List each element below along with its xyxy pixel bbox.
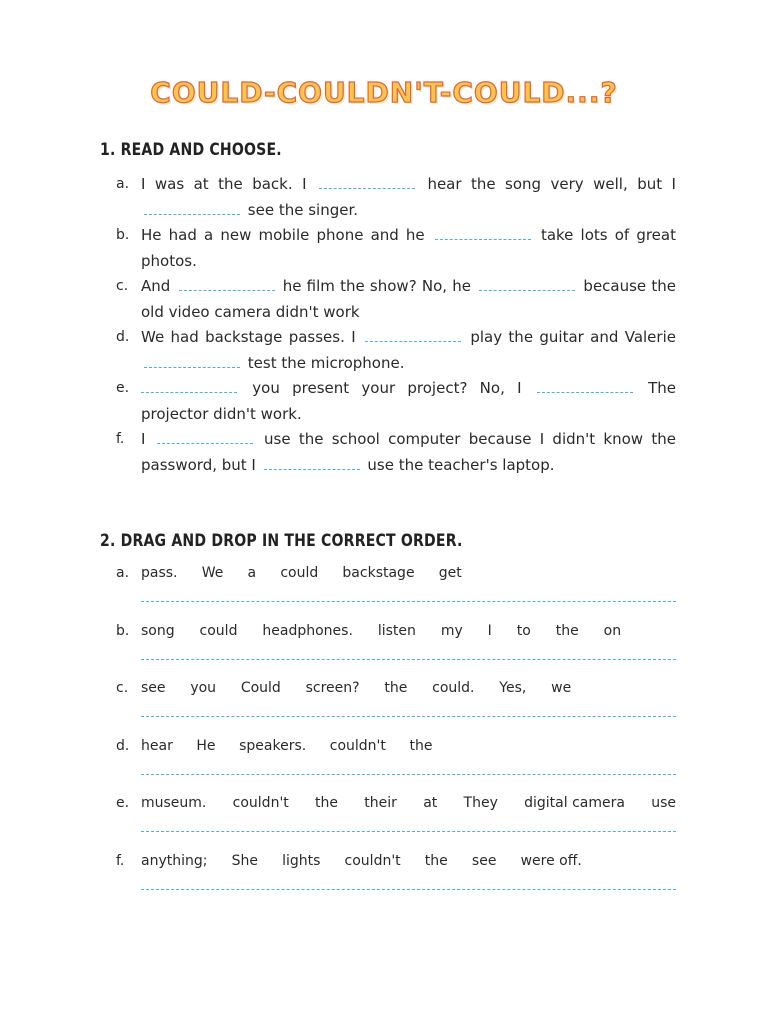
section-2-heading: 2. DRAG AND DROP IN THE CORRECT ORDER. (100, 531, 463, 551)
draggable-word[interactable]: museum. (141, 795, 207, 811)
answer-drop-line[interactable] (141, 889, 676, 890)
question-text: hear the song very well, but I (427, 175, 676, 193)
answer-blank[interactable] (141, 378, 237, 393)
draggable-word[interactable]: couldn't (329, 737, 386, 754)
question-text: I was at the back. I (141, 175, 307, 193)
draggable-word[interactable]: could. (432, 680, 475, 696)
question-letter: e. (116, 380, 130, 396)
draggable-word[interactable]: the (315, 795, 339, 811)
reorder-row-a (116, 565, 676, 623)
word-bank (141, 680, 676, 696)
draggable-word[interactable]: at (423, 795, 438, 811)
answer-blank[interactable] (479, 276, 575, 291)
question-text: use the teacher's laptop. (367, 455, 555, 474)
draggable-word[interactable]: we (551, 680, 572, 696)
reorder-row-c (116, 680, 676, 738)
question-text: I (141, 430, 146, 448)
draggable-word[interactable]: my (440, 622, 463, 639)
question-letter: f. (116, 431, 125, 447)
question-letter: d. (116, 329, 130, 345)
reorder-row-d (116, 738, 676, 796)
title-banner (0, 76, 768, 109)
answer-drop-line[interactable] (141, 659, 676, 660)
draggable-word[interactable]: speakers. (239, 737, 307, 754)
question-text: take lots of great photos. (141, 226, 676, 270)
draggable-word[interactable]: a (247, 565, 257, 581)
draggable-word[interactable]: anything; (141, 852, 208, 869)
question-b (116, 223, 676, 274)
word-bank (141, 565, 676, 581)
row-letter: f. (116, 852, 125, 869)
row-letter: a. (116, 565, 130, 581)
draggable-word[interactable]: see (141, 680, 166, 696)
draggable-word[interactable]: on (603, 622, 622, 639)
draggable-word[interactable]: their (364, 795, 397, 811)
question-letter: c. (116, 278, 129, 294)
draggable-word[interactable]: the (384, 680, 408, 696)
answer-blank[interactable] (435, 225, 531, 240)
row-letter: e. (116, 795, 130, 811)
answer-blank[interactable] (179, 276, 275, 291)
reorder-row-e (116, 795, 676, 853)
draggable-word[interactable]: listen (377, 622, 416, 639)
draggable-word[interactable]: the (424, 852, 448, 869)
answer-blank[interactable] (365, 327, 461, 342)
section-1-heading: 1. READ AND CHOOSE. (100, 140, 282, 160)
word-bank (141, 795, 676, 811)
question-text: see the singer. (247, 200, 359, 219)
draggable-word[interactable]: screen? (305, 680, 360, 696)
question-d (116, 325, 676, 376)
word-bank (141, 853, 676, 869)
row-letter: d. (116, 737, 130, 754)
question-text: use the school computer because I didn't know the password, but I (141, 430, 676, 474)
draggable-word[interactable]: pass. (141, 565, 178, 581)
question-a (116, 172, 676, 223)
question-text: He had a new mobile phone and he (141, 226, 425, 244)
draggable-word[interactable]: the (555, 622, 579, 639)
question-letter: a. (116, 176, 130, 192)
row-letter: c. (116, 680, 129, 696)
question-f (116, 427, 676, 478)
question-text: The projector didn't work. (141, 379, 677, 423)
answer-blank[interactable] (144, 200, 240, 215)
question-letter: b. (116, 227, 130, 243)
question-c (116, 274, 676, 325)
draggable-word[interactable]: hear (141, 737, 173, 754)
section-2-list (116, 565, 676, 910)
draggable-word[interactable]: song (141, 622, 175, 639)
reorder-row-f (116, 853, 676, 911)
answer-blank[interactable] (537, 378, 633, 393)
draggable-word[interactable]: use (651, 795, 676, 811)
draggable-word[interactable]: She (231, 852, 258, 869)
draggable-word[interactable]: backstage (342, 565, 415, 581)
draggable-word[interactable]: couldn't (232, 795, 289, 811)
draggable-word[interactable]: see (471, 852, 497, 869)
draggable-word[interactable]: get (438, 565, 462, 581)
answer-blank[interactable] (319, 174, 415, 189)
answer-drop-line[interactable] (141, 716, 676, 717)
question-text: play the guitar and Valerie (470, 328, 676, 346)
draggable-word[interactable]: digital camera (524, 795, 625, 811)
reorder-row-b (116, 623, 676, 681)
answer-drop-line[interactable] (141, 601, 676, 602)
draggable-word[interactable]: I (487, 622, 492, 639)
answer-blank[interactable] (157, 429, 253, 444)
answer-drop-line[interactable] (141, 774, 676, 775)
word-bank (141, 738, 676, 754)
question-text: We had backstage passes. I (141, 328, 356, 346)
draggable-word[interactable]: could (280, 565, 319, 581)
draggable-word[interactable]: Yes, (499, 680, 527, 696)
answer-blank[interactable] (144, 353, 240, 368)
row-letter: b. (116, 622, 130, 639)
draggable-word[interactable]: to (516, 622, 531, 639)
question-text: because the old video camera didn't work (141, 277, 676, 321)
section-1-list (116, 172, 676, 478)
draggable-word[interactable]: We (201, 565, 224, 581)
draggable-word[interactable]: couldn't (344, 852, 401, 869)
draggable-word[interactable]: Could (240, 680, 281, 696)
draggable-word[interactable]: the (409, 737, 433, 754)
question-text: he film the show? No, he (282, 277, 471, 295)
draggable-word[interactable]: He (196, 737, 216, 754)
draggable-word[interactable]: They (463, 795, 498, 811)
answer-blank[interactable] (264, 455, 360, 470)
question-e (116, 376, 676, 427)
draggable-word[interactable]: were off. (520, 852, 582, 869)
question-text: test the microphone. (247, 353, 405, 372)
question-text: And (141, 277, 171, 295)
question-text: you present your project? No, I (252, 379, 522, 397)
draggable-word[interactable]: you (190, 680, 217, 696)
draggable-word[interactable]: could (199, 622, 238, 639)
word-bank (141, 623, 676, 639)
draggable-word[interactable]: headphones. (262, 622, 353, 639)
draggable-word[interactable]: lights (282, 852, 321, 869)
page-title: COULD-COULDN'T-COULD...? (150, 76, 618, 109)
answer-drop-line[interactable] (141, 831, 676, 832)
